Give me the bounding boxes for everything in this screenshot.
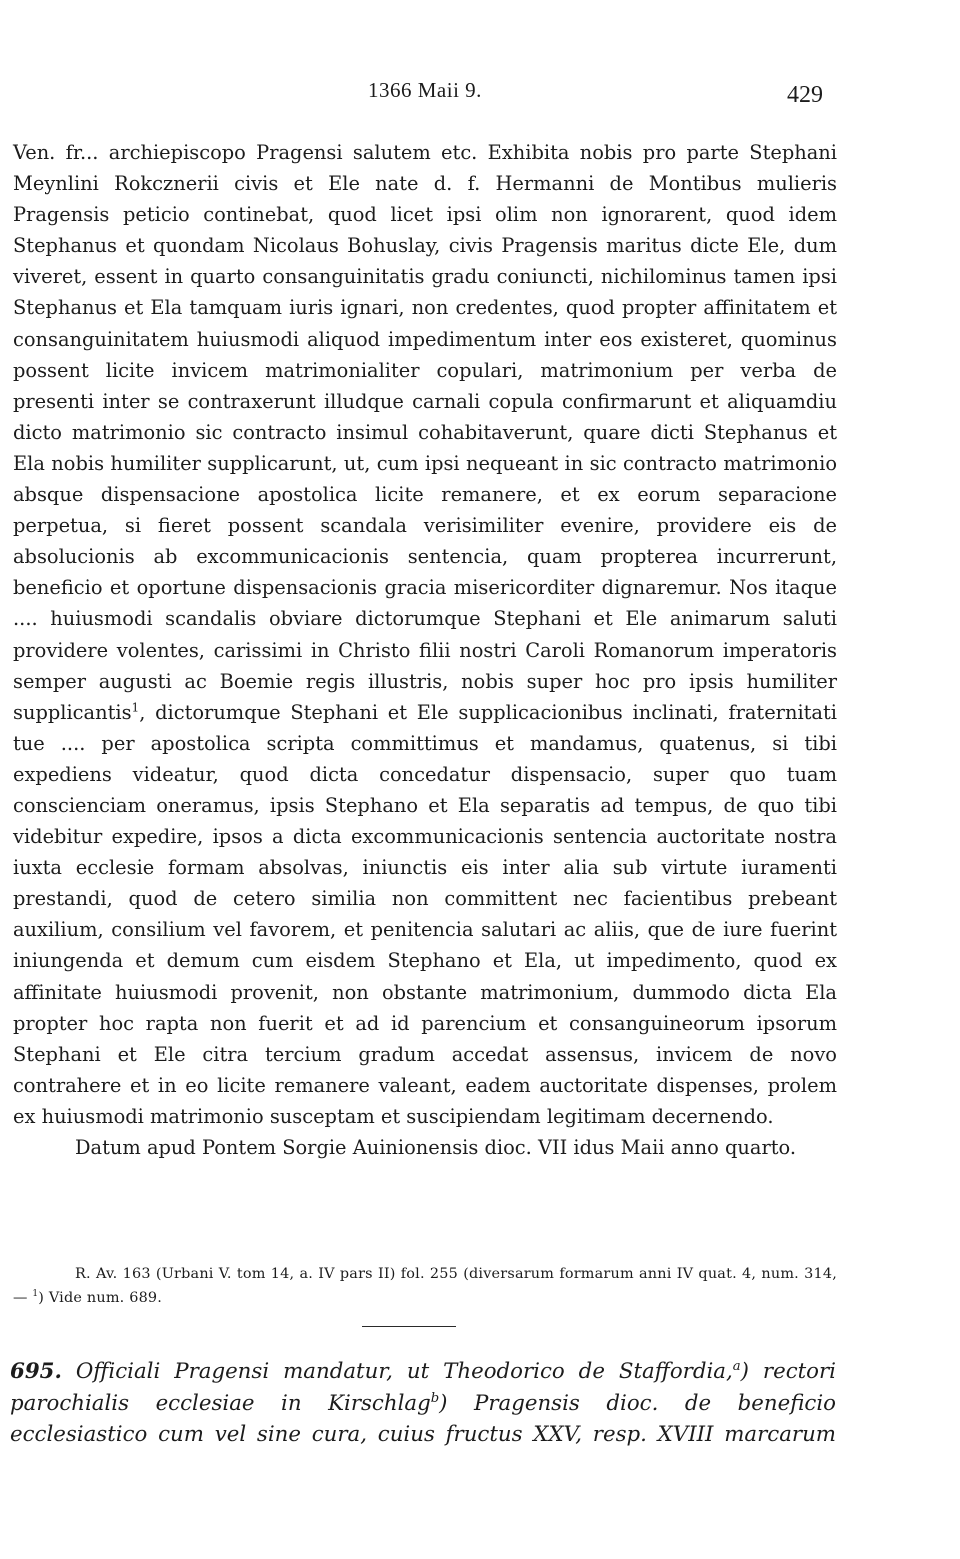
regest-text-part2: ) rectori parochialis ecclesiae in Kirschlag	[10, 1359, 836, 1416]
letter-body	[13, 137, 837, 1163]
letter-paragraph	[13, 137, 837, 1132]
section-divider	[362, 1326, 456, 1327]
regest-text-part3: ) Pragensis dioc. de beneficio ecclesiastico cum vel sine cura, cuius fructus XXV, resp. XVIII marcarum	[10, 1390, 836, 1447]
footnote-mark: 1	[32, 1289, 39, 1300]
regest-text-part1: Officiali Pragensi mandatur, ut Theodorico de Staffordia,	[61, 1359, 733, 1384]
note-a-mark: a	[732, 1358, 741, 1374]
running-header	[0, 72, 960, 108]
page-number: 429	[787, 82, 823, 108]
header-date: 1366 Maii 9.	[368, 78, 482, 102]
source-note	[13, 1262, 837, 1310]
footnote-reference: 1	[131, 700, 140, 715]
regest-heading	[10, 1356, 836, 1451]
datum-line: Datum apud Pontem Sorgie Auinionensis dioc. VII idus Maii anno quarto.	[75, 1136, 797, 1159]
source-reference: R. Av. 163 (Urbani V. tom 14, a. IV pars II) fol. 255 (diversarum formarum anni IV quat. 4, num. 314, —	[13, 1266, 837, 1306]
letter-text-part2: , dictorumque Stephani et Ele supplicacionibus inclinati, fraternitati tue .... per apostolica scripta committimus et mandamus, quatenus, si tibi expediens videatur, quod dicta concedatur dispensacio, super quo tuam conscienciam oneramus, ipsis Stephano et Ela separatis ad tempus, de quo tibi videbitur expedire, ipsos a dicta excommunicacionis sentencia auctoritate nostra iuxta ecclesie formam absolvas, iniunctis eis inter alia sub virtute iuramenti prestandi, quod de cetero similia non committent nec facientibus prebeant auxilium, consilium vel favorem, et penitencia salutari ac aliis, que de iure fuerint iniungenda et demum cum eisdem Stephano et Ela, ut impedimento, quod ex affinitate huiusmodi provenit, non obstante matrimonium, dummodo dicta Ela propter hoc rapta non fuerit et ad id parencium et consanguineorum ipsorum Stephani et Ele citra tercium gradum accedat assensus, invicem de novo contrahere et in eo licite remanere valeant, eadem auctoritate dispenses, prolem ex huiusmodi matrimonio susceptam et suscipiendam legitimam decernendo.	[13, 700, 837, 1128]
note-b-mark: b	[430, 1390, 440, 1406]
letter-text-part1: Ven. fr... archiepiscopo Pragensi salutem etc. Exhibita nobis pro parte Stephani Meynlini Rokcznerii civis et Ele nate d. f. Hermanni de Montibus mulieris Pragensis peticio continebat, quod licet ipsi olim non ignorarent, quod idem Stephanus et quondam Nicolaus Bohuslay, civis Pragensis maritus dicte Ele, dum viveret, essent in quarto consanguinitatis gradu coniuncti, nichilominus tamen ipsi Stephanus et Ela tamquam iuris ignari, non credentes, quod propter affinitatem et consanguinitatem huiusmodi aliquod impedimentum inter eos existeret, quominus possent licite invicem matrimonialiter copulari, matrimonium per verba de presenti inter se contraxerunt illudque carnali copula confirmarunt et aliquamdiu dicto matrimonio sic contracto insimul cohabitaverunt, quare dicti Stephanus et Ela nobis humiliter supplicarunt, ut, cum ipsi nequeant in sic contracto matrimonio absque dispensacione apostolica licite remanere, et ex eorum separacione perpetua, si fieret possent scandala verisimiliter evenire, providere eis de absolucionis ab excommunicacionis sentencia, quam propterea incurrerunt, beneficio et oportune dispensacionis gracia misericorditer dignaremur. Nos itaque .... huiusmodi scandalis obviare dictorumque Stephani et Ele animarum saluti providere volentes, carissimi in Christo filii nostri Caroli Romanorum imperatoris semper augusti ac Boemie regis illustris, nobis super hoc pro ipsis humiliter supplicantis	[13, 141, 837, 724]
footnote-text: ) Vide num. 689.	[38, 1290, 163, 1306]
regest-number: 695.	[10, 1359, 62, 1384]
